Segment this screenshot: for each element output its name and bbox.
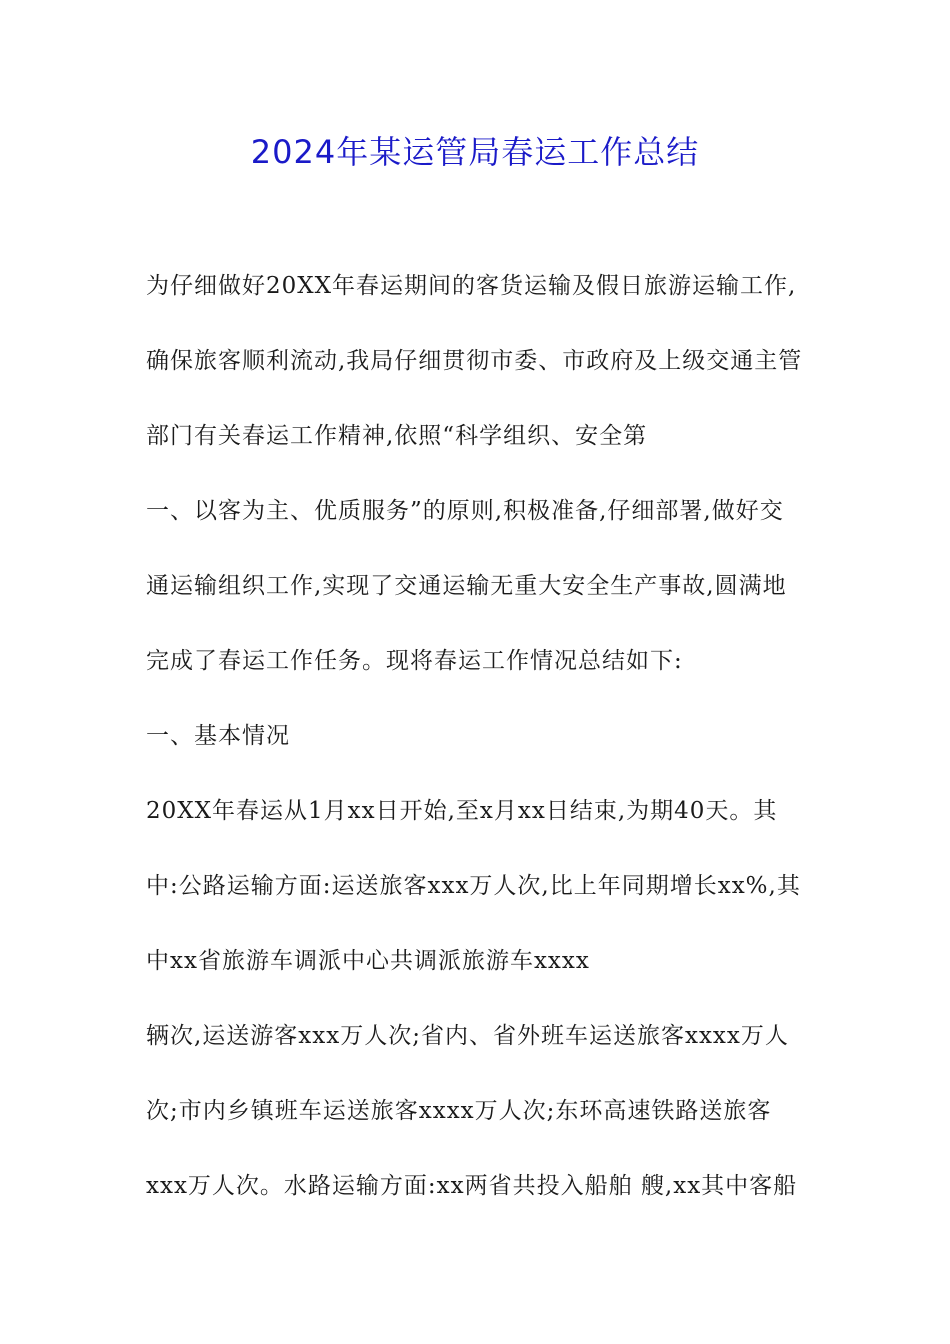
text-line: xxx万人次。水路运输方面:xx两省共投入船舶 艘,xx其中客船 <box>146 1173 798 1199</box>
document-body <box>146 262 811 1237</box>
text-line: 通运输组织工作,实现了交通运输无重大安全生产事故,圆满地 <box>146 573 787 599</box>
section-heading: 一、基本情况 <box>146 723 290 749</box>
text-line: 中xx省旅游车调派中心共调派旅游车xxxx <box>146 948 590 974</box>
text-line: 为仔细做好20XX年春运期间的客货运输及假日旅游运输工作, <box>146 273 797 299</box>
document-title: 2024年某运管局春运工作总结 <box>250 133 700 171</box>
text-line: 确保旅客顺利流动,我局仔细贯彻市委、市政府及上级交通主管 <box>146 348 803 374</box>
text-line: 完成了春运工作任务。现将春运工作情况总结如下: <box>146 648 683 674</box>
text-line: 辆次,运送游客xxx万人次;省内、省外班车运送旅客xxxx万人 <box>146 1023 789 1049</box>
text-line: 次;市内乡镇班车运送旅客xxxx万人次;东环高速铁路送旅客 <box>146 1098 772 1124</box>
text-line: 部门有关春运工作精神,依照“科学组织、安全第 <box>146 423 648 449</box>
text-line: 20XX年春运从1月xx日开始,至x月xx日结束,为期40天。其 <box>146 798 778 824</box>
text-line: 中:公路运输方面:运送旅客xxx万人次,比上年同期增长xx%,其 <box>146 873 801 899</box>
text-line: 一、以客为主、优质服务”的原则,积极准备,仔细部署,做好交 <box>146 498 784 524</box>
